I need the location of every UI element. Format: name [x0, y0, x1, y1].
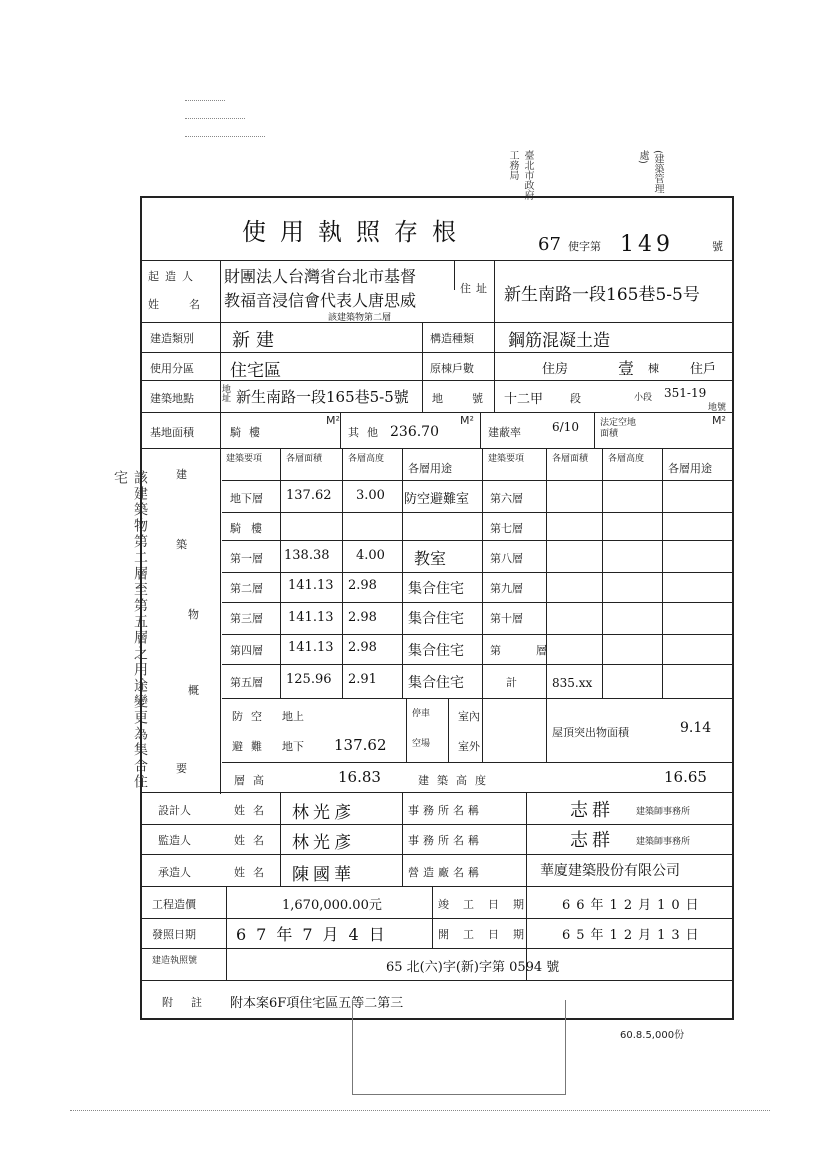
units-c: 棟 [648, 362, 659, 375]
start-date: 65年12月13日 [562, 928, 705, 943]
address-label-2: 址 [476, 282, 487, 295]
units-d: 住戶 [690, 362, 717, 377]
supervisor-name: 林光彥 [292, 833, 355, 853]
agency-stamp: 臺北市政府工務局 (建築管理處) [507, 150, 663, 200]
shelter-label-1: 防空 [232, 710, 270, 723]
license-mid: 使字第 [568, 240, 601, 253]
shelter-below-value: 137.62 [334, 736, 387, 754]
building-height-value: 16.65 [664, 768, 707, 786]
floors-head-c3: 各層高度 [348, 454, 385, 464]
start-label: 開工日期 [438, 928, 538, 941]
contractor-company-label: 營造廠名稱 [408, 866, 483, 879]
building-height-label: 建築高度 [418, 774, 494, 787]
designer-office-suffix: 建築師事務所 [636, 807, 691, 817]
roof-value: 9.14 [680, 720, 712, 736]
structure-value: 鋼筋混凝土造 [508, 331, 610, 351]
contractor-name: 陳國華 [292, 865, 355, 885]
legal-area-unit: M² [712, 414, 726, 427]
site-lot-number: 351-19 [664, 386, 707, 400]
address-label-1: 住 [460, 282, 471, 295]
floors-head-c2: 各層面積 [286, 454, 323, 464]
site-label: 建築地點 [150, 392, 194, 405]
applicant-role-label: 起造人 [148, 270, 199, 283]
marginal-note: 該建築物第二層至第五層之用途變更為集合住宅 [112, 470, 148, 790]
supervisor-role: 監造人 [158, 834, 191, 847]
zone-value: 住宅區 [230, 361, 281, 381]
floors-head-c7: 各層高度 [608, 454, 645, 464]
parking-label-1: 停車 [412, 709, 431, 719]
remark-label: 附註 [162, 996, 220, 1009]
attached-slip [352, 1000, 566, 1095]
cost-value: 1,670,000.00元 [282, 898, 382, 913]
area-other-label: 其他 [348, 426, 386, 439]
category-label: 建造類別 [150, 332, 194, 345]
area-building-label: 騎樓 [230, 426, 268, 439]
lot-label-1: 地 [432, 392, 443, 405]
floors-head-c1: 建築要項 [226, 454, 263, 464]
legal-area-label: 法定空地面積 [600, 418, 637, 439]
bottom-dotted-line [70, 1110, 770, 1111]
floors-head-c5: 建築要項 [488, 454, 525, 464]
completion-date: 66年12月10日 [562, 898, 705, 913]
contractor-role: 承造人 [158, 866, 191, 879]
license-suffix: 號 [712, 240, 723, 253]
parking-label-2: 空場 [412, 739, 431, 749]
floor-right-name: 第六層 [490, 492, 523, 505]
structure-label: 構造種類 [430, 332, 474, 345]
permit-label: 建造執照號 [152, 956, 198, 966]
area-unit-2: M² [460, 414, 474, 427]
applicant-name-line1: 財團法人台灣省台北市基督 [224, 267, 417, 286]
completion-label: 竣工日期 [438, 898, 538, 911]
license-prefix: 67 [538, 234, 561, 255]
height-value: 16.83 [338, 768, 381, 786]
designer-office: 志群 [570, 800, 614, 821]
applicant-note: 該建築物第二層 [328, 313, 392, 323]
lot-label-2: 號 [472, 392, 483, 405]
category-value: 新建 [232, 330, 280, 351]
permit-value: 65 北(六)字(新)字第 0594 號 [386, 960, 560, 975]
height-label: 層高 [234, 774, 272, 787]
designer-name: 林光彥 [292, 803, 355, 823]
floor-right-name: 第八層 [490, 552, 523, 565]
floor-right-name: 第十層 [490, 612, 523, 625]
floor-total-label: 計 [506, 676, 517, 689]
area-other-value: 236.70 [390, 424, 439, 440]
floors-head-c8: 各層用途 [668, 462, 712, 475]
site-small-section: 小段 [634, 393, 653, 403]
site-lot-suffix: 地號 [708, 403, 727, 413]
parking-outdoor: 室外 [458, 740, 480, 753]
supervisor-office-label: 事務所名稱 [408, 834, 483, 847]
contractor-name-label: 姓名 [234, 866, 272, 879]
issue-label: 發照日期 [152, 928, 196, 941]
area-label: 基地面積 [150, 426, 194, 439]
site-prefix: 地址 [222, 385, 232, 404]
zone-label: 使用分區 [150, 362, 194, 375]
site-section-label: 段 [570, 392, 581, 405]
remark-value: 附本案6F項住宅區五等二第三 [230, 996, 404, 1011]
license-number: 149 [620, 232, 674, 257]
roof-label: 屋頂突出物面積 [552, 726, 629, 739]
designer-name-label: 姓名 [234, 804, 272, 817]
units-b: 壹 [618, 359, 635, 378]
shelter-label-2: 避難 [232, 740, 270, 753]
print-footer: 60.8.5,000份 [620, 1030, 685, 1041]
applicant-address: 新生南路一段165巷5-5号 [504, 285, 700, 305]
form-title: 使用執照存根 [242, 218, 470, 246]
floor-total-area: 835.xx [552, 676, 593, 690]
coverage-label: 建蔽率 [488, 426, 521, 439]
parking-indoor: 室內 [458, 710, 480, 723]
designer-office-label: 事務所名稱 [408, 804, 483, 817]
designer-role: 設計人 [158, 804, 191, 817]
floors-head-c6: 各層面積 [552, 454, 589, 464]
floor-right-name: 第九層 [490, 582, 523, 595]
shelter-above: 地上 [282, 710, 304, 723]
floor-right-name: 第七層 [490, 522, 523, 535]
license-form: 使用執照存根 67 使字第 149 號 起造人 姓名 財團法人台灣省台北市基督 教福音浸信會代表人唐思威 該建築物第二層 住 址 新生南路一段165巷5-5号 建造類別 新建 構造種類 鋼筋混凝土造 使用分區 住宅區 原棟戶數 住房 壹 棟 住戶 建築地點 地址 新生南路一段165巷5-5號 地 號 十二甲 段 小段 351-19 地號 基地面積 騎樓 M² 其他 236.70 M² 建蔽率 6/10 法定空地面積 M² 建 築 物 概 要 建築要項 各層面積 各層高度 各層用途 建築要項 各層面積 各層高度 各層用途 地下層 137.62 3.00 防空避難室 騎樓 第一層 138.38 4.00 教室 第二層 141.13 2.98 集合住宅 第三層 141.13 2.98 集合住宅 第四層 141.13 2.98 集合住宅 第五層 125.96 2.91 集合住宅 第六層 第七層 第八層 第九層 第十層 第 層 計 835.xx 防空 避難 地上 地下 137.62 停車 空場 室內 室外 屋頂突出物面積 9.14 層高 16.83 建築高度 16.65 設計人 姓名 林光彥 事務所名稱 志群 建築師事務所 監造人 姓名 林光彥 事務所名稱 志群 建築師事務所 承造人 姓名 陳國華 營造廠名稱 華廈建築股份有限公司 工程造價 1,670,000.00元 竣工日期 66年12月10日 發照日期 67年7月4日 開工日期 65年12月13日 建造執照號 65 北(六)字(新)字第 0594 號 附註 附本案6F項住宅區五等二第三 [140, 196, 734, 1020]
supervisor-office-suffix: 建築師事務所 [636, 837, 691, 847]
supervisor-name-label: 姓名 [234, 834, 272, 847]
applicant-name-line2: 教福音浸信會代表人唐思威 [224, 291, 417, 310]
issue-value: 67年7月4日 [236, 925, 395, 944]
units-label: 原棟戶數 [430, 362, 474, 375]
supervisor-office: 志群 [570, 830, 614, 851]
coverage-value: 6/10 [552, 420, 579, 434]
cost-label: 工程造價 [152, 898, 196, 911]
units-a: 住房 [542, 362, 569, 377]
shelter-below: 地下 [282, 740, 304, 753]
site-section: 十二甲 [504, 392, 544, 407]
site-value: 新生南路一段165巷5-5號 [236, 388, 409, 406]
floor-right-name: 第 層 [490, 644, 559, 657]
floors-head-c4: 各層用途 [408, 462, 452, 475]
area-unit-1: M² [326, 414, 340, 427]
contractor-company: 華廈建築股份有限公司 [540, 863, 680, 879]
applicant-name-label: 姓名 [148, 298, 230, 311]
